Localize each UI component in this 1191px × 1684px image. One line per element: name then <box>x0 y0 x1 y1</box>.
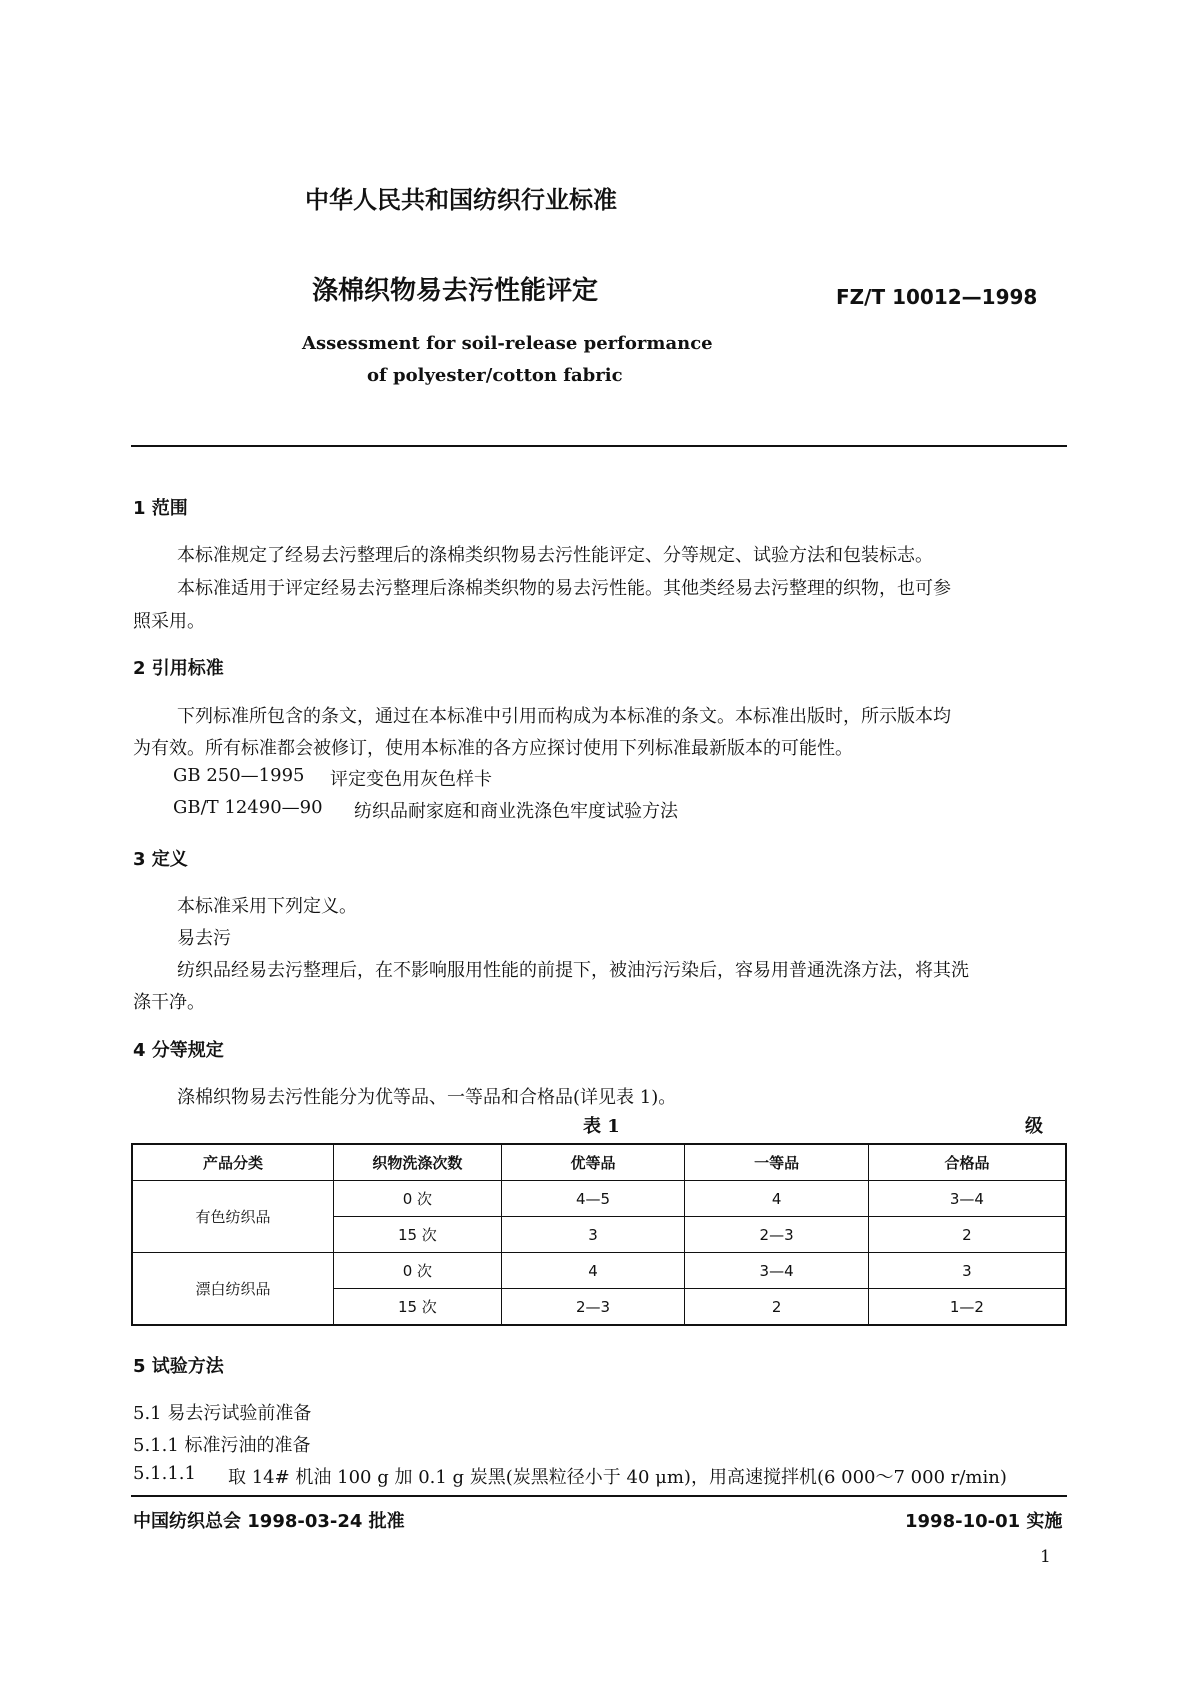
table-cell: 2 <box>868 1217 1066 1253</box>
reference-name: 评定变色用灰色样卡 <box>330 769 492 790</box>
document-title-en-line1: Assessment for soil-release performance <box>302 333 713 354</box>
grade-table <box>131 1143 1067 1326</box>
table-header-cell: 一等品 <box>685 1144 869 1181</box>
section-1-paragraph-2-cont: 照采用。 <box>133 611 205 632</box>
section-3-paragraph-1: 本标准采用下列定义。 <box>177 896 357 917</box>
category-cell: 漂白纺织品 <box>132 1253 334 1326</box>
header-divider <box>131 445 1067 447</box>
reference-code: GB 250—1995 <box>173 765 305 786</box>
table-cell: 3 <box>868 1253 1066 1289</box>
table-cell: 3—4 <box>685 1253 869 1289</box>
table-header-cell: 织物洗涤次数 <box>334 1144 502 1181</box>
table-cell: 0 次 <box>334 1181 502 1217</box>
table-unit: 级 <box>1025 1116 1043 1137</box>
definition-text-cont: 涤干净。 <box>133 992 205 1013</box>
footer-divider <box>131 1495 1067 1497</box>
table-header-cell: 优等品 <box>501 1144 685 1181</box>
section-2-heading: 2 引用标准 <box>133 658 224 679</box>
section-5-heading: 5 试验方法 <box>133 1356 224 1377</box>
subsection-5-1-1: 5.1.1 标准污油的准备 <box>133 1435 311 1456</box>
document-title-cn: 涤棉织物易去污性能评定 <box>312 276 599 306</box>
table-cell: 0 次 <box>334 1253 502 1289</box>
approval-date: 中国纺织总会 1998-03-24 批准 <box>133 1511 405 1532</box>
definition-text: 纺织品经易去污整理后，在不影响服用性能的前提下，被油污污染后，容易用普通洗涤方法，将其洗 <box>177 960 969 981</box>
reference-name: 纺织品耐家庭和商业洗涤色牢度试验方法 <box>354 801 678 822</box>
table-header-row <box>132 1144 1066 1181</box>
table-cell: 4—5 <box>501 1181 685 1217</box>
document-title-en-line2: of polyester/cotton fabric <box>367 365 623 386</box>
implementation-date: 1998-10-01 实施 <box>905 1511 1063 1532</box>
table-caption: 表 1 <box>583 1116 620 1137</box>
table-cell: 2—3 <box>685 1217 869 1253</box>
table-cell: 15 次 <box>334 1217 502 1253</box>
table-header-cell: 产品分类 <box>132 1144 334 1181</box>
table-row <box>132 1253 1066 1289</box>
table-cell: 3 <box>501 1217 685 1253</box>
definition-term: 易去污 <box>177 928 231 949</box>
table-row <box>132 1181 1066 1217</box>
section-1-heading: 1 范围 <box>133 498 188 519</box>
table-header-cell: 合格品 <box>868 1144 1066 1181</box>
section-3-heading: 3 定义 <box>133 849 188 870</box>
subsection-5-1-1-1-text: 取 14# 机油 100 g 加 0.1 g 炭黑(炭黑粒径小于 40 μm)，用高速搅拌机(6 000～7 000 r/min) <box>228 1467 1007 1488</box>
section-1-paragraph-2: 本标准适用于评定经易去污整理后涤棉类织物的易去污性能。其他类经易去污整理的织物，也可参 <box>177 578 951 599</box>
subsection-5-1-1-1-number: 5.1.1.1 <box>133 1463 196 1484</box>
section-2-paragraph-1-cont: 为有效。所有标准都会被修订，使用本标准的各方应探讨使用下列标准最新版本的可能性。 <box>133 738 853 759</box>
table-cell: 2 <box>685 1289 869 1326</box>
page-number: 1 <box>1040 1547 1051 1567</box>
table-cell: 15 次 <box>334 1289 502 1326</box>
table-cell: 3—4 <box>868 1181 1066 1217</box>
table-cell: 4 <box>501 1253 685 1289</box>
section-4-paragraph-1: 涤棉织物易去污性能分为优等品、一等品和合格品(详见表 1)。 <box>177 1087 677 1108</box>
category-cell: 有色纺织品 <box>132 1181 334 1253</box>
reference-code: GB/T 12490—90 <box>173 797 323 818</box>
section-1-paragraph-1: 本标准规定了经易去污整理后的涤棉类织物易去污性能评定、分等规定、试验方法和包装标志。 <box>177 545 933 566</box>
section-2-paragraph-1: 下列标准所包含的条文，通过在本标准中引用而构成为本标准的条文。本标准出版时，所示版本均 <box>177 706 951 727</box>
table-cell: 1—2 <box>868 1289 1066 1326</box>
industry-standard-title: 中华人民共和国纺织行业标准 <box>305 186 617 214</box>
section-4-heading: 4 分等规定 <box>133 1040 224 1061</box>
table-cell: 4 <box>685 1181 869 1217</box>
table-cell: 2—3 <box>501 1289 685 1326</box>
subsection-5-1: 5.1 易去污试验前准备 <box>133 1403 312 1424</box>
standard-code: FZ/T 10012—1998 <box>836 285 1038 309</box>
